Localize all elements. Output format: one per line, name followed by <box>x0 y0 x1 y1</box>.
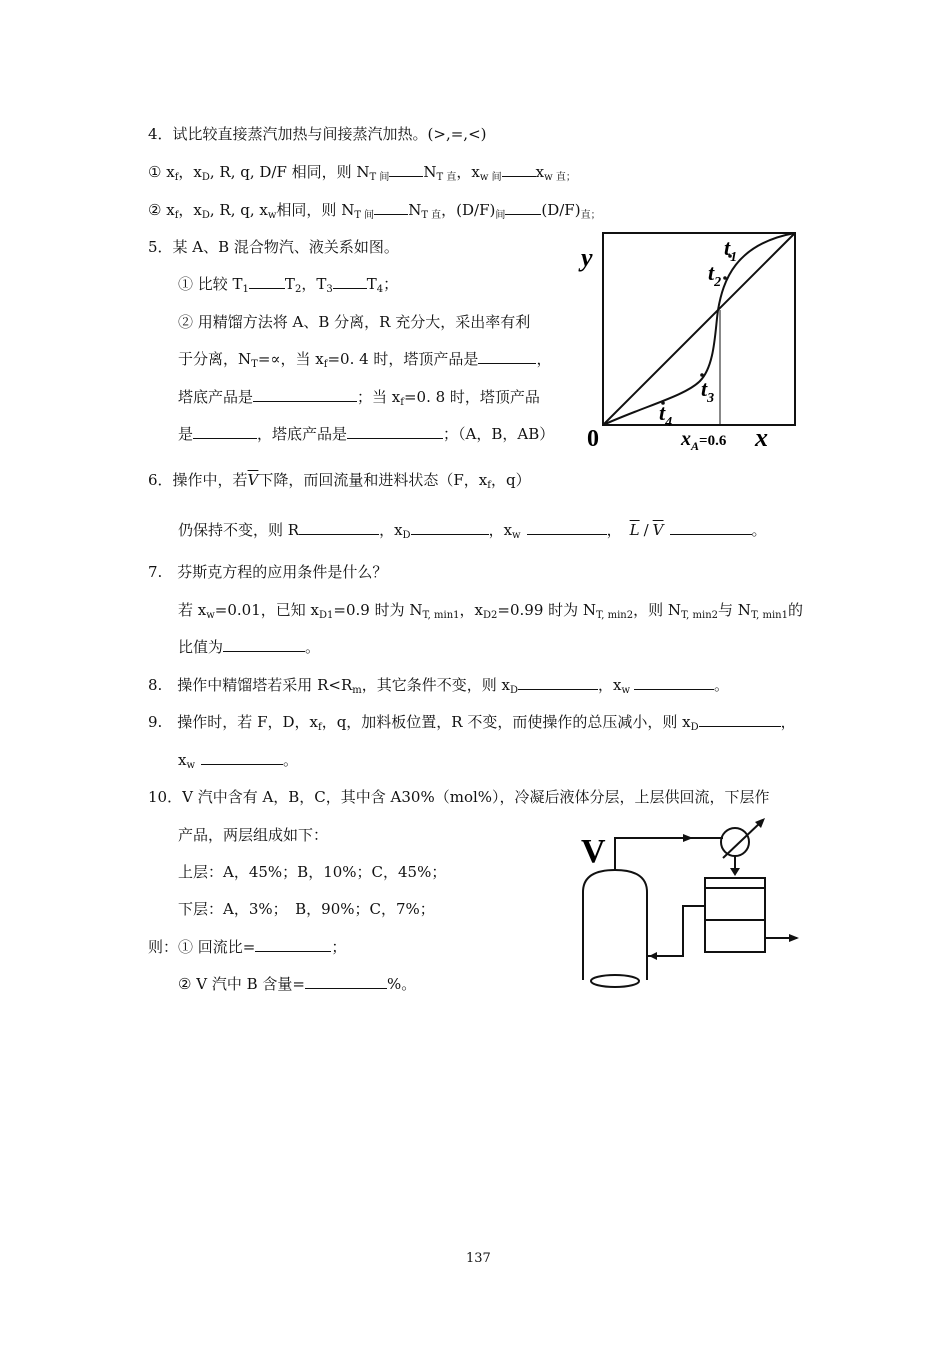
answer-blank[interactable] <box>518 675 598 690</box>
answer-blank[interactable] <box>333 274 367 289</box>
q10-line1: 10．V 汽中含有 A，B，C，其中含 A30%（mol%），冷凝后液体分层，上层供回流，下层作 <box>148 788 770 806</box>
q4-line2: ② $x_f$，$x_D$, R, q, $x_w$相同，则 $N_{T 间}$ $N_{T 直}$，$(D/F)_间$ $(D/F)_{直;}$ <box>148 201 601 221</box>
answer-blank[interactable] <box>299 520 379 535</box>
answer-blank[interactable] <box>347 424 443 439</box>
q4-line1: ① $x_f$，$x_D$, R, q, D/F 相同，则 $N_{T 间}$ $N_{T 直}$，$x_{w 间}$ $x_{w 直;}$ <box>148 163 576 183</box>
column-vessel <box>583 870 647 980</box>
y-axis-label: y <box>581 243 593 272</box>
q5-line4: 塔底产品是 ；当 $x_f=0$. 8 时，塔顶产品 <box>178 388 540 408</box>
answer-blank[interactable] <box>253 387 357 402</box>
q10-line6: ② V 汽中 B 含量= %。 <box>178 975 417 993</box>
answer-blank[interactable] <box>193 424 257 439</box>
flow-arrow <box>683 834 693 842</box>
process-diagram <box>575 812 805 994</box>
q5-line3: 于分离，$N_T=\propto$，当 $x_f=0$. 4 时，塔顶产品是 ， <box>178 350 552 370</box>
answer-blank[interactable] <box>201 750 283 765</box>
answer-blank[interactable] <box>478 349 536 364</box>
origin-label: 0 <box>587 426 599 452</box>
q10-line5: 则：① 回流比= ； <box>148 938 347 956</box>
decanter <box>705 878 765 952</box>
answer-blank[interactable] <box>634 675 714 690</box>
answer-blank[interactable] <box>223 637 305 652</box>
x-axis-label: x <box>755 423 768 452</box>
point-t2 <box>723 276 727 280</box>
label-t4: $t_4$ <box>659 400 673 430</box>
condenser <box>721 828 749 856</box>
q4-title: 4．试比较直接蒸汽加热与间接蒸汽加热。(>,=,<) <box>148 125 487 143</box>
answer-blank[interactable] <box>249 274 285 289</box>
diagonal-line <box>603 233 795 425</box>
azeotrope-label: $x_A^{=0.6}$ <box>681 428 727 453</box>
q10-upper-layer: 上层：A，45%；B，10%；C，45%； <box>178 863 447 881</box>
answer-blank[interactable] <box>305 974 387 989</box>
answer-blank[interactable] <box>374 200 408 215</box>
q7-line1: 若 $x_w=0.01$，已知 $x_{D1}=0.9$ 时为 $N_{T, min1}$，$x_{D2}=0.99$ 时为 $N_{T, min2}$，则 $N_{T, min2}$与 $N_{T, min1}$的 <box>178 601 803 621</box>
label-t3: $t_3$ <box>701 376 715 406</box>
q6-line2: 仍保持不变，则 R ，$x_D$ ，$x_w$ ， $\overline{L} / \overline{V}$ 。 <box>178 521 767 541</box>
answer-blank[interactable] <box>255 937 331 952</box>
q9-line1: 9. 操作时，若 F，D，$x_f$，q，加料板位置，R 不变，而使操作的总压减小，则 $x_D$ ， <box>148 713 796 733</box>
vapor-label: V <box>581 833 606 870</box>
q7-title: 7. 芬斯克方程的应用条件是什么？ <box>148 563 388 581</box>
q5-line5: 是 ，塔底产品是 ；（A，B，AB） <box>178 425 555 443</box>
product-arrow <box>789 934 799 942</box>
answer-blank[interactable] <box>527 520 607 535</box>
xy-diagram <box>575 226 805 458</box>
q8-line: 8. 操作中精馏塔若采用 $R<R_m$，其它条件不变，则 $x_D$ ，$x_w$ 。 <box>148 676 730 696</box>
q10-lower-layer: 下层：A，3%； B，90%；C，7%； <box>178 900 435 918</box>
condenser-line <box>723 822 761 858</box>
q9-line2: $x_w$ 。 <box>178 751 299 771</box>
q5-title: 5．某 A、B 混合物汽、液关系如图。 <box>148 238 399 256</box>
q7-line2: 比值为 。 <box>178 638 321 656</box>
answer-blank[interactable] <box>699 712 781 727</box>
reflux-pipe <box>647 906 705 956</box>
down-arrow <box>730 868 740 876</box>
answer-blank[interactable] <box>670 520 752 535</box>
answer-blank[interactable] <box>505 200 541 215</box>
q5-line1: ① 比较 $T_1$ $T_2$，$T_3$ $T_4$； <box>178 275 399 295</box>
q5-line2: ② 用精馏方法将 A、B 分离，R 充分大，采出率有利 <box>178 313 531 331</box>
answer-blank[interactable] <box>502 162 536 177</box>
label-t1: $t_1$ <box>724 235 738 265</box>
page-number: 137 <box>466 1251 491 1266</box>
q10-line2: 产品，两层组成如下： <box>178 826 329 844</box>
column-bottom <box>591 975 639 987</box>
label-t2: $t_2$ <box>708 260 722 290</box>
vapor-pipe <box>615 838 723 870</box>
reflux-arrow <box>649 952 657 960</box>
answer-blank[interactable] <box>411 520 489 535</box>
q6-line1: 6．操作中，若$\overline{V}$下降，而回流量和进料状态（F，$x_f$，q） <box>148 471 531 491</box>
answer-blank[interactable] <box>389 162 423 177</box>
